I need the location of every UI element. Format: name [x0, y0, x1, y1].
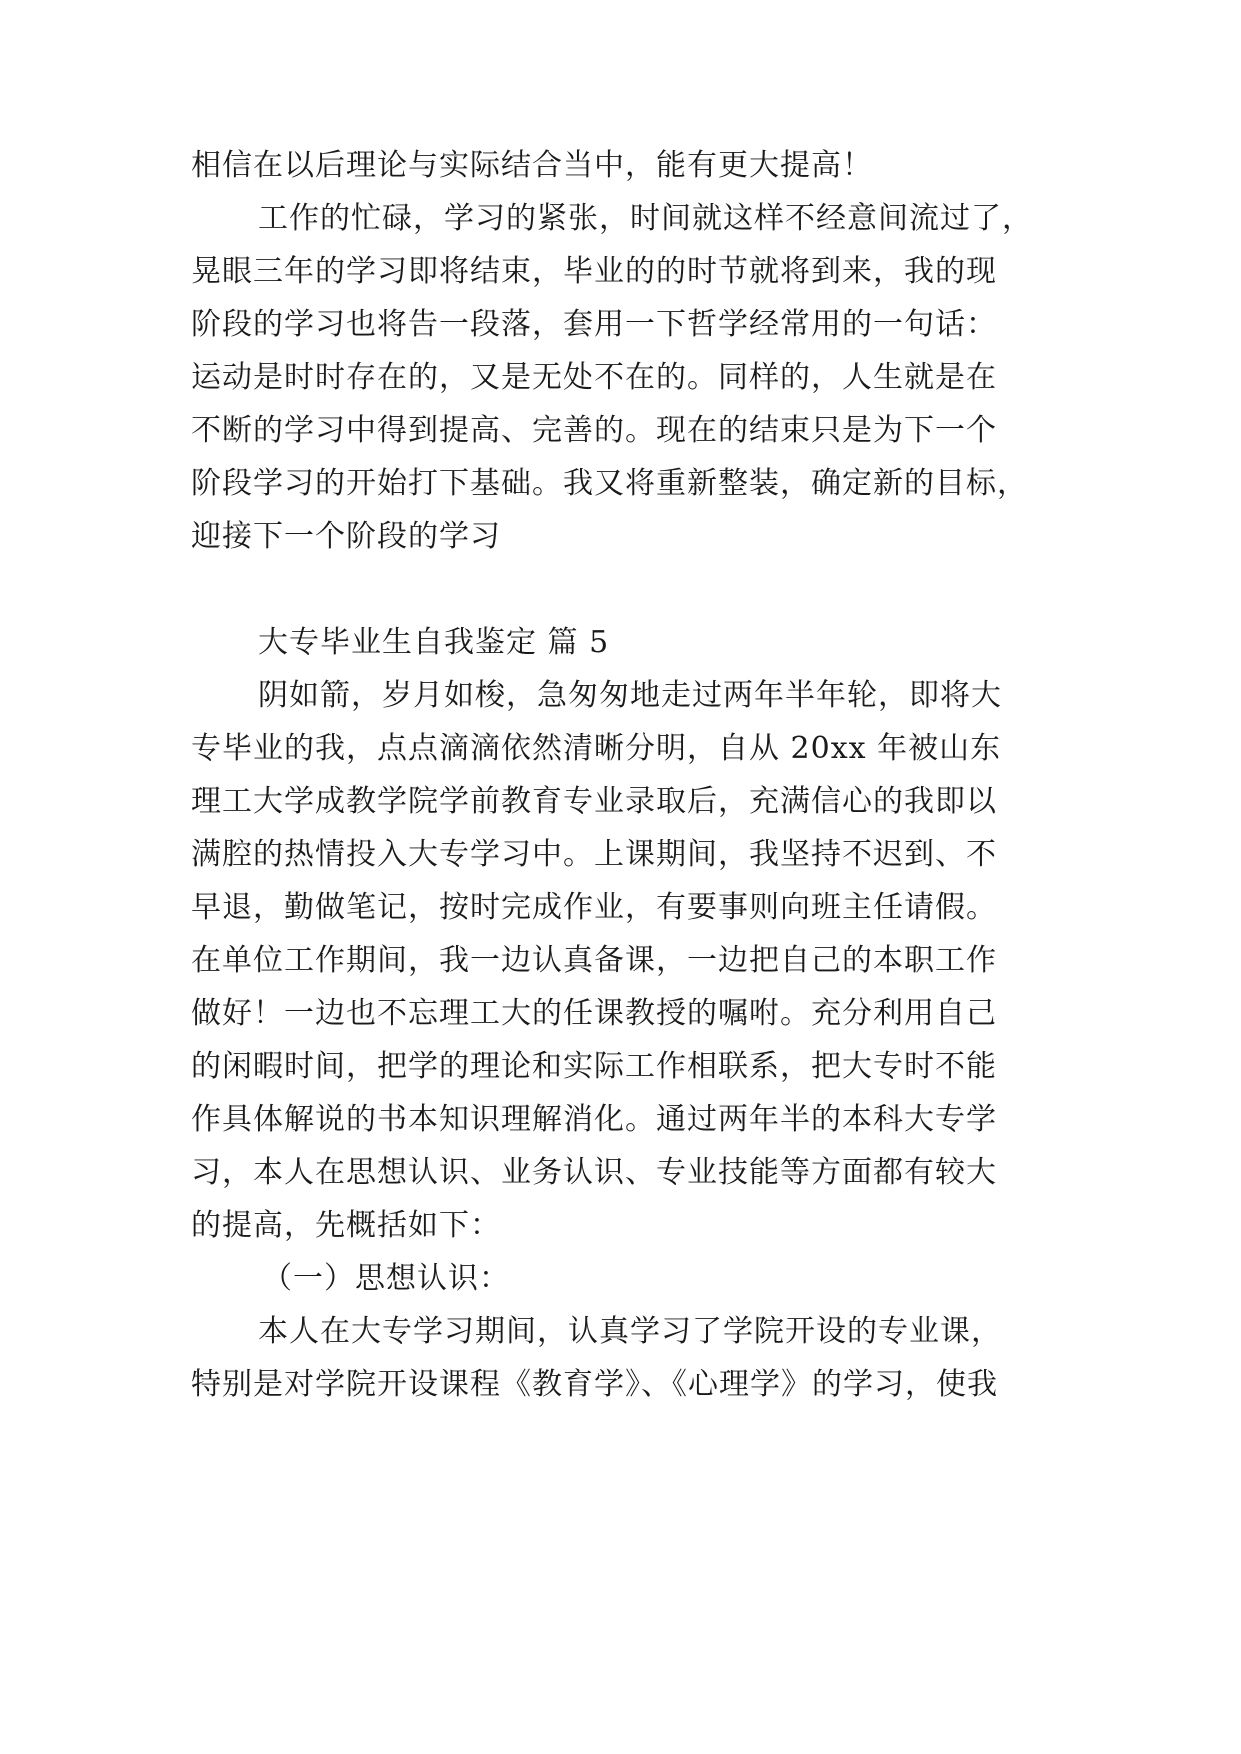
text-line: 早退，勤做笔记，按时完成作业，有要事则向班主任请假。: [191, 890, 997, 925]
text-line: 阴如箭，岁月如梭，急匆匆地走过两年半年轮，即将大: [258, 678, 1002, 713]
text-line: 阶段学习的开始打下基础。我又将重新整装，确定新的目标，: [191, 466, 1028, 501]
text-line: 在单位工作期间，我一边认真备课，一边把自己的本职工作: [191, 943, 997, 978]
text-line: 本人在大专学习期间，认真学习了学院开设的专业课，: [258, 1314, 1002, 1349]
text-line: 作具体解说的书本知识理解消化。通过两年半的本科大专学: [191, 1102, 997, 1137]
text-line: 做好！一边也不忘理工大的任课教授的嘱咐。充分利用自己: [191, 996, 997, 1031]
text-line: 晃眼三年的学习即将结束，毕业的的时节就将到来，我的现: [191, 254, 997, 289]
text-line: 迎接下一个阶段的学习: [191, 519, 501, 554]
text-line: 满腔的热情投入大专学习中。上课期间，我坚持不迟到、不: [191, 837, 997, 872]
text-line: 理工大学成教学院学前教育专业录取后，充满信心的我即以: [191, 784, 997, 819]
section-title: 大专毕业生自我鉴定 篇 5: [258, 625, 610, 660]
text-line: 不断的学习中得到提高、完善的。现在的结束只是为下一个: [191, 413, 997, 448]
text-line: 习，本人在思想认识、业务认识、专业技能等方面都有较大: [191, 1155, 997, 1190]
text-line: 相信在以后理论与实际结合当中，能有更大提高！: [191, 148, 873, 183]
text-line: 的提高，先概括如下：: [191, 1208, 501, 1243]
subheading: （一）思想认识：: [262, 1261, 510, 1296]
text-line: 运动是时时存在的，又是无处不在的。同样的，人生就是在: [191, 360, 997, 395]
text-line: 特别是对学院开设课程《教育学》、《心理学》的学习，使我: [191, 1367, 998, 1402]
text-line: 工作的忙碌，学习的紧张，时间就这样不经意间流过了，: [258, 201, 1033, 236]
text-line: 阶段的学习也将告一段落，套用一下哲学经常用的一句话：: [191, 307, 997, 342]
text-line: 专毕业的我，点点滴滴依然清晰分明，自从 20xx 年被山东: [191, 731, 1002, 766]
text-line: 的闲暇时间，把学的理论和实际工作相联系，把大专时不能: [191, 1049, 997, 1084]
